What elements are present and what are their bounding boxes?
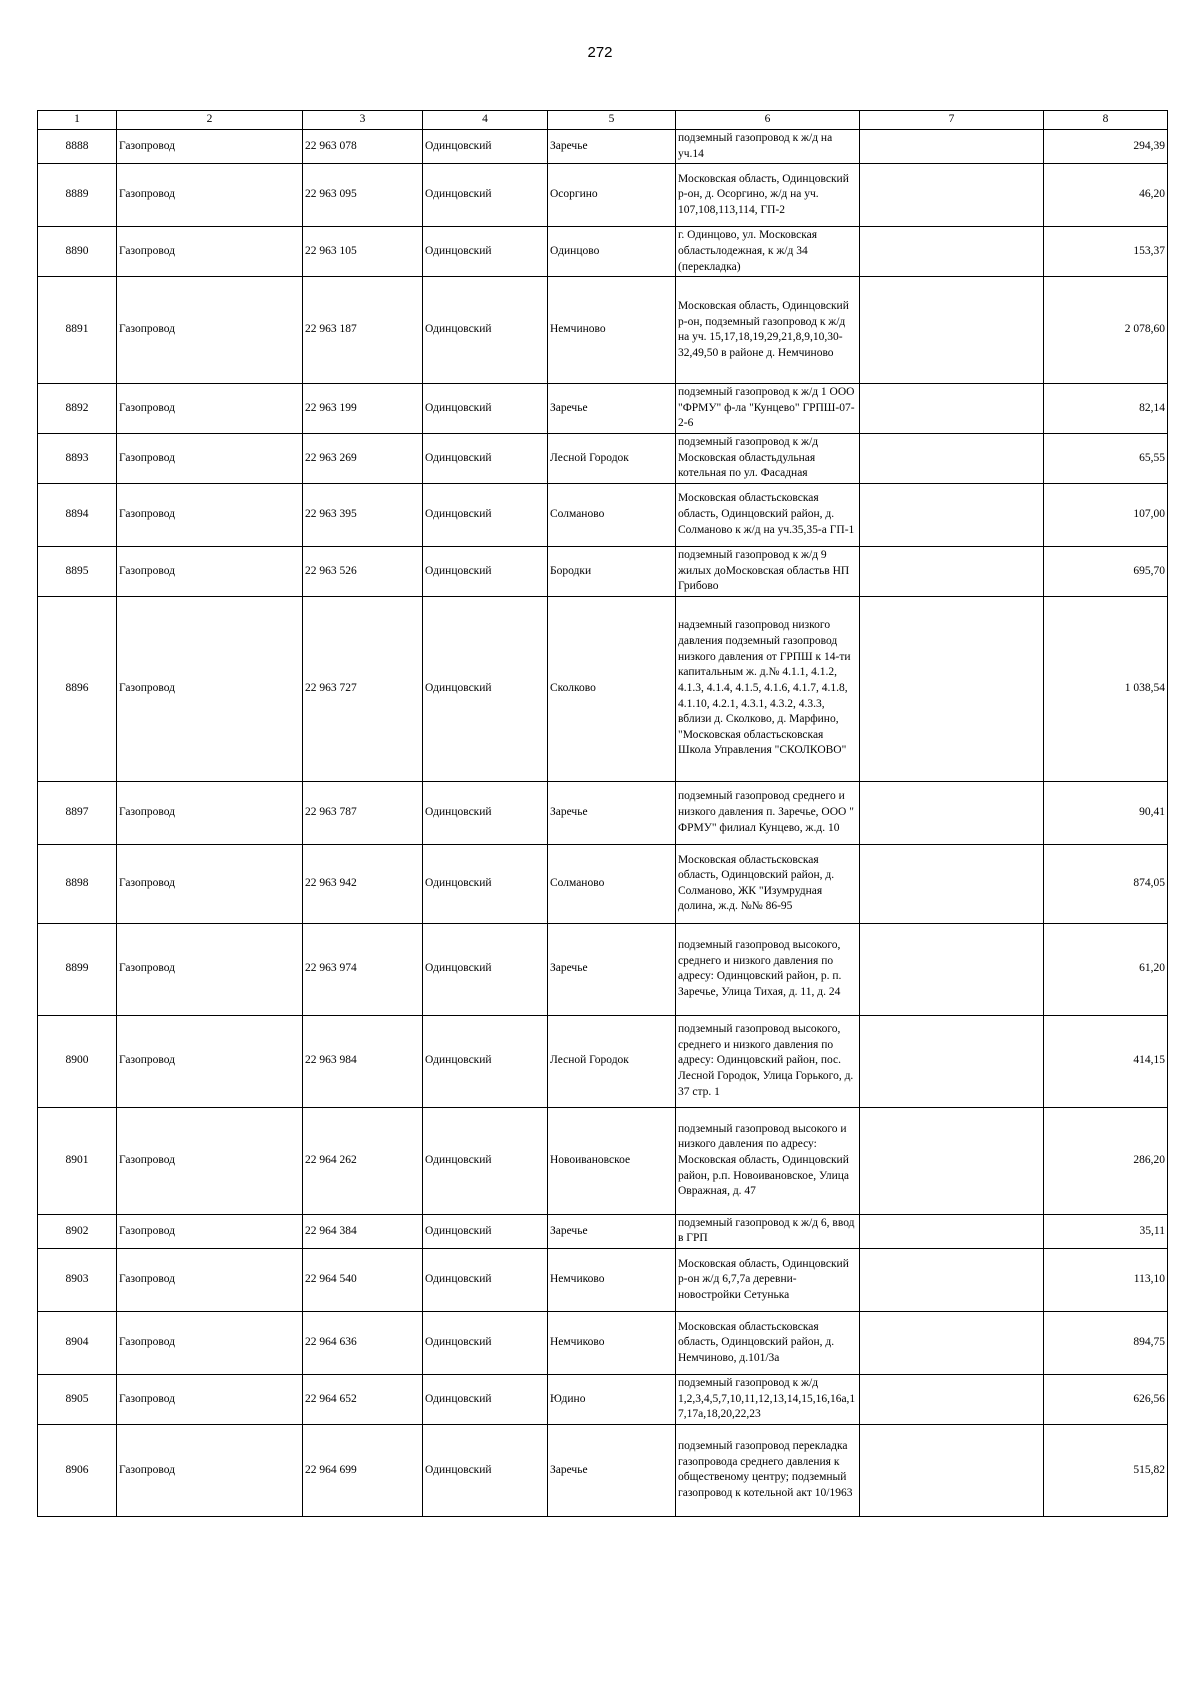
inventory-number-cell: 22 963 526 bbox=[303, 546, 423, 596]
length-value-cell: 286,20 bbox=[1044, 1107, 1168, 1214]
object-name-cell: Газопровод bbox=[117, 1312, 303, 1375]
header-cell-1: 1 bbox=[38, 111, 117, 130]
settlement-cell: Лесной Городок bbox=[548, 434, 676, 484]
inventory-number-cell: 22 963 187 bbox=[303, 277, 423, 384]
table-row bbox=[38, 384, 1168, 434]
length-value-cell: 90,41 bbox=[1044, 781, 1168, 844]
row-number-cell: 8902 bbox=[38, 1214, 117, 1248]
table-row bbox=[38, 1424, 1168, 1516]
location-description-cell: подземный газопровод к ж/д 9 жилых доМосковская областьв НП Грибово bbox=[676, 546, 860, 596]
empty-column-cell bbox=[860, 164, 1044, 227]
location-description-cell: подземный газопровод к ж/д на уч.14 bbox=[676, 130, 860, 164]
object-name-cell: Газопровод bbox=[117, 1424, 303, 1516]
registry-table bbox=[37, 110, 1168, 1517]
district-cell: Одинцовский bbox=[423, 781, 548, 844]
settlement-cell: Заречье bbox=[548, 1214, 676, 1248]
table-row bbox=[38, 1214, 1168, 1248]
table-row bbox=[38, 1249, 1168, 1312]
object-name-cell: Газопровод bbox=[117, 384, 303, 434]
row-number-cell: 8901 bbox=[38, 1107, 117, 1214]
empty-column-cell bbox=[860, 1107, 1044, 1214]
length-value-cell: 65,55 bbox=[1044, 434, 1168, 484]
row-number-cell: 8904 bbox=[38, 1312, 117, 1375]
location-description-cell: подземный газопровод к ж/д 6, ввод в ГРП bbox=[676, 1214, 860, 1248]
length-value-cell: 46,20 bbox=[1044, 164, 1168, 227]
inventory-number-cell: 22 963 942 bbox=[303, 844, 423, 923]
settlement-cell: Солманово bbox=[548, 483, 676, 546]
object-name-cell: Газопровод bbox=[117, 1249, 303, 1312]
empty-column-cell bbox=[860, 227, 1044, 277]
length-value-cell: 1 038,54 bbox=[1044, 596, 1168, 781]
object-name-cell: Газопровод bbox=[117, 483, 303, 546]
district-cell: Одинцовский bbox=[423, 1214, 548, 1248]
object-name-cell: Газопровод bbox=[117, 1214, 303, 1248]
table-row bbox=[38, 434, 1168, 484]
inventory-number-cell: 22 963 787 bbox=[303, 781, 423, 844]
district-cell: Одинцовский bbox=[423, 1424, 548, 1516]
empty-column-cell bbox=[860, 844, 1044, 923]
district-cell: Одинцовский bbox=[423, 596, 548, 781]
table-row bbox=[38, 1312, 1168, 1375]
row-number-cell: 8892 bbox=[38, 384, 117, 434]
header-cell-5: 5 bbox=[548, 111, 676, 130]
header-cell-2: 2 bbox=[117, 111, 303, 130]
row-number-cell: 8889 bbox=[38, 164, 117, 227]
row-number-cell: 8906 bbox=[38, 1424, 117, 1516]
length-value-cell: 2 078,60 bbox=[1044, 277, 1168, 384]
settlement-cell: Заречье bbox=[548, 384, 676, 434]
inventory-number-cell: 22 963 395 bbox=[303, 483, 423, 546]
empty-column-cell bbox=[860, 1375, 1044, 1425]
length-value-cell: 107,00 bbox=[1044, 483, 1168, 546]
district-cell: Одинцовский bbox=[423, 844, 548, 923]
empty-column-cell bbox=[860, 434, 1044, 484]
settlement-cell: Немчиково bbox=[548, 1249, 676, 1312]
empty-column-cell bbox=[860, 1015, 1044, 1107]
settlement-cell: Осоргино bbox=[548, 164, 676, 227]
inventory-number-cell: 22 963 727 bbox=[303, 596, 423, 781]
location-description-cell: надземный газопровод низкого давления подземный газопровод низкого давления от ГРПШ к 14-ти капитальным ж. д.№ 4.1.1, 4.1.2, 4.1.3, 4.1.4, 4.1.5, 4.1.6, 4.1.7, 4.1.8, 4.1.10, 4.2.1, 4.3.1, 4.3.2, 4.3.3, вблизи д. Сколково, д. Марфино, "Московская областьсковская Школа Управления "СКОЛКОВО" bbox=[676, 596, 860, 781]
district-cell: Одинцовский bbox=[423, 546, 548, 596]
empty-column-cell bbox=[860, 483, 1044, 546]
object-name-cell: Газопровод bbox=[117, 130, 303, 164]
settlement-cell: Лесной Городок bbox=[548, 1015, 676, 1107]
inventory-number-cell: 22 964 540 bbox=[303, 1249, 423, 1312]
table-row bbox=[38, 1015, 1168, 1107]
row-number-cell: 8898 bbox=[38, 844, 117, 923]
settlement-cell: Немчиново bbox=[548, 277, 676, 384]
inventory-number-cell: 22 963 105 bbox=[303, 227, 423, 277]
page-number: 272 bbox=[587, 44, 613, 61]
location-description-cell: подземный газопровод высокого и низкого давления по адресу: Московская область, Одинцовский район, р.п. Новоивановское, Улица Овражная, д. 47 bbox=[676, 1107, 860, 1214]
district-cell: Одинцовский bbox=[423, 130, 548, 164]
inventory-number-cell: 22 963 984 bbox=[303, 1015, 423, 1107]
object-name-cell: Газопровод bbox=[117, 277, 303, 384]
row-number-cell: 8890 bbox=[38, 227, 117, 277]
settlement-cell: Заречье bbox=[548, 130, 676, 164]
length-value-cell: 113,10 bbox=[1044, 1249, 1168, 1312]
location-description-cell: г. Одинцово, ул. Московская областьлодежная, к ж/д 34 (перекладка) bbox=[676, 227, 860, 277]
length-value-cell: 894,75 bbox=[1044, 1312, 1168, 1375]
table-row bbox=[38, 164, 1168, 227]
settlement-cell: Сколково bbox=[548, 596, 676, 781]
object-name-cell: Газопровод bbox=[117, 1015, 303, 1107]
empty-column-cell bbox=[860, 130, 1044, 164]
table-row bbox=[38, 1107, 1168, 1214]
settlement-cell: Заречье bbox=[548, 923, 676, 1015]
inventory-number-cell: 22 963 199 bbox=[303, 384, 423, 434]
object-name-cell: Газопровод bbox=[117, 844, 303, 923]
district-cell: Одинцовский bbox=[423, 923, 548, 1015]
district-cell: Одинцовский bbox=[423, 164, 548, 227]
inventory-number-cell: 22 964 699 bbox=[303, 1424, 423, 1516]
header-cell-4: 4 bbox=[423, 111, 548, 130]
header-cell-8: 8 bbox=[1044, 111, 1168, 130]
row-number-cell: 8903 bbox=[38, 1249, 117, 1312]
settlement-cell: Новоивановское bbox=[548, 1107, 676, 1214]
settlement-cell: Солманово bbox=[548, 844, 676, 923]
object-name-cell: Газопровод bbox=[117, 164, 303, 227]
settlement-cell: Немчиково bbox=[548, 1312, 676, 1375]
inventory-number-cell: 22 964 652 bbox=[303, 1375, 423, 1425]
length-value-cell: 82,14 bbox=[1044, 384, 1168, 434]
length-value-cell: 61,20 bbox=[1044, 923, 1168, 1015]
location-description-cell: Московская область, Одинцовский р-он, подземный газопровод к ж/д на уч. 15,17,18,19,29,21,8,9,10,30-32,49,50 в районе д. Немчиново bbox=[676, 277, 860, 384]
inventory-number-cell: 22 964 636 bbox=[303, 1312, 423, 1375]
length-value-cell: 626,56 bbox=[1044, 1375, 1168, 1425]
empty-column-cell bbox=[860, 781, 1044, 844]
row-number-cell: 8899 bbox=[38, 923, 117, 1015]
table-row bbox=[38, 596, 1168, 781]
settlement-cell: Одинцово bbox=[548, 227, 676, 277]
table-row bbox=[38, 923, 1168, 1015]
location-description-cell: подземный газопровод среднего и низкого давления п. Заречье, ООО " ФРМУ" филиал Кунцево, ж.д. 10 bbox=[676, 781, 860, 844]
district-cell: Одинцовский bbox=[423, 1107, 548, 1214]
row-number-cell: 8891 bbox=[38, 277, 117, 384]
district-cell: Одинцовский bbox=[423, 277, 548, 384]
location-description-cell: подземный газопровод к ж/д 1,2,3,4,5,7,10,11,12,13,14,15,16,16а,17,17а,18,20,22,23 bbox=[676, 1375, 860, 1425]
header-cell-6: 6 bbox=[676, 111, 860, 130]
header-cell-7: 7 bbox=[860, 111, 1044, 130]
inventory-number-cell: 22 963 269 bbox=[303, 434, 423, 484]
table-row bbox=[38, 483, 1168, 546]
table-row bbox=[38, 1375, 1168, 1425]
length-value-cell: 153,37 bbox=[1044, 227, 1168, 277]
settlement-cell: Заречье bbox=[548, 1424, 676, 1516]
settlement-cell: Заречье bbox=[548, 781, 676, 844]
location-description-cell: подземный газопровод высокого, среднего и низкого давления по адресу: Одинцовский район, р. п. Заречье, Улица Тихая, д. 11, д. 24 bbox=[676, 923, 860, 1015]
district-cell: Одинцовский bbox=[423, 1015, 548, 1107]
row-number-cell: 8895 bbox=[38, 546, 117, 596]
length-value-cell: 515,82 bbox=[1044, 1424, 1168, 1516]
inventory-number-cell: 22 963 078 bbox=[303, 130, 423, 164]
table-row bbox=[38, 844, 1168, 923]
location-description-cell: подземный газопровод к ж/д Московская областьдульная котельная по ул. Фасадная bbox=[676, 434, 860, 484]
location-description-cell: подземный газопровод к ж/д 1 ООО "ФРМУ" ф-ла "Кунцево" ГРПШ-07-2-6 bbox=[676, 384, 860, 434]
table-row bbox=[38, 277, 1168, 384]
object-name-cell: Газопровод bbox=[117, 596, 303, 781]
location-description-cell: Московская область, Одинцовский р-он ж/д 6,7,7а деревни-новостройки Сетунька bbox=[676, 1249, 860, 1312]
inventory-number-cell: 22 964 262 bbox=[303, 1107, 423, 1214]
row-number-cell: 8888 bbox=[38, 130, 117, 164]
row-number-cell: 8900 bbox=[38, 1015, 117, 1107]
district-cell: Одинцовский bbox=[423, 384, 548, 434]
row-number-cell: 8893 bbox=[38, 434, 117, 484]
row-number-cell: 8905 bbox=[38, 1375, 117, 1425]
district-cell: Одинцовский bbox=[423, 1375, 548, 1425]
settlement-cell: Юдино bbox=[548, 1375, 676, 1425]
inventory-number-cell: 22 963 974 bbox=[303, 923, 423, 1015]
settlement-cell: Бородки bbox=[548, 546, 676, 596]
registry-body bbox=[38, 130, 1168, 1517]
length-value-cell: 695,70 bbox=[1044, 546, 1168, 596]
empty-column-cell bbox=[860, 1249, 1044, 1312]
district-cell: Одинцовский bbox=[423, 483, 548, 546]
empty-column-cell bbox=[860, 923, 1044, 1015]
district-cell: Одинцовский bbox=[423, 434, 548, 484]
object-name-cell: Газопровод bbox=[117, 434, 303, 484]
inventory-number-cell: 22 963 095 bbox=[303, 164, 423, 227]
district-cell: Одинцовский bbox=[423, 227, 548, 277]
empty-column-cell bbox=[860, 1214, 1044, 1248]
header-row bbox=[38, 111, 1168, 130]
inventory-number-cell: 22 964 384 bbox=[303, 1214, 423, 1248]
location-description-cell: Московская областьсковская область, Одинцовский район, д. Немчиново, д.101/3а bbox=[676, 1312, 860, 1375]
table-row bbox=[38, 130, 1168, 164]
length-value-cell: 414,15 bbox=[1044, 1015, 1168, 1107]
district-cell: Одинцовский bbox=[423, 1312, 548, 1375]
row-number-cell: 8896 bbox=[38, 596, 117, 781]
empty-column-cell bbox=[860, 1312, 1044, 1375]
empty-column-cell bbox=[860, 596, 1044, 781]
row-number-cell: 8897 bbox=[38, 781, 117, 844]
object-name-cell: Газопровод bbox=[117, 546, 303, 596]
table-row bbox=[38, 227, 1168, 277]
district-cell: Одинцовский bbox=[423, 1249, 548, 1312]
empty-column-cell bbox=[860, 277, 1044, 384]
length-value-cell: 874,05 bbox=[1044, 844, 1168, 923]
empty-column-cell bbox=[860, 546, 1044, 596]
object-name-cell: Газопровод bbox=[117, 923, 303, 1015]
object-name-cell: Газопровод bbox=[117, 227, 303, 277]
location-description-cell: подземный газопровод высокого, среднего и низкого давления по адресу: Одинцовский район, пос. Лесной Городок, Улица Горького, д. 37 стр. 1 bbox=[676, 1015, 860, 1107]
location-description-cell: Московская область, Одинцовский р-он, д. Осоргино, ж/д на уч. 107,108,113,114, ГП-2 bbox=[676, 164, 860, 227]
location-description-cell: Московская областьсковская область, Одинцовский район, д. Солманово к ж/д на уч.35,35-а ГП-1 bbox=[676, 483, 860, 546]
table-row bbox=[38, 546, 1168, 596]
empty-column-cell bbox=[860, 1424, 1044, 1516]
object-name-cell: Газопровод bbox=[117, 1107, 303, 1214]
length-value-cell: 294,39 bbox=[1044, 130, 1168, 164]
row-number-cell: 8894 bbox=[38, 483, 117, 546]
object-name-cell: Газопровод bbox=[117, 781, 303, 844]
header-cell-3: 3 bbox=[303, 111, 423, 130]
empty-column-cell bbox=[860, 384, 1044, 434]
length-value-cell: 35,11 bbox=[1044, 1214, 1168, 1248]
object-name-cell: Газопровод bbox=[117, 1375, 303, 1425]
location-description-cell: Московская областьсковская область, Одинцовский район, д. Солманово, ЖК "Изумрудная долина, ж.д. №№ 86-95 bbox=[676, 844, 860, 923]
table-row bbox=[38, 781, 1168, 844]
location-description-cell: подземный газопровод перекладка газопровода среднего давления к общественому центру; подземный газопровод к котельной акт 10/1963 bbox=[676, 1424, 860, 1516]
